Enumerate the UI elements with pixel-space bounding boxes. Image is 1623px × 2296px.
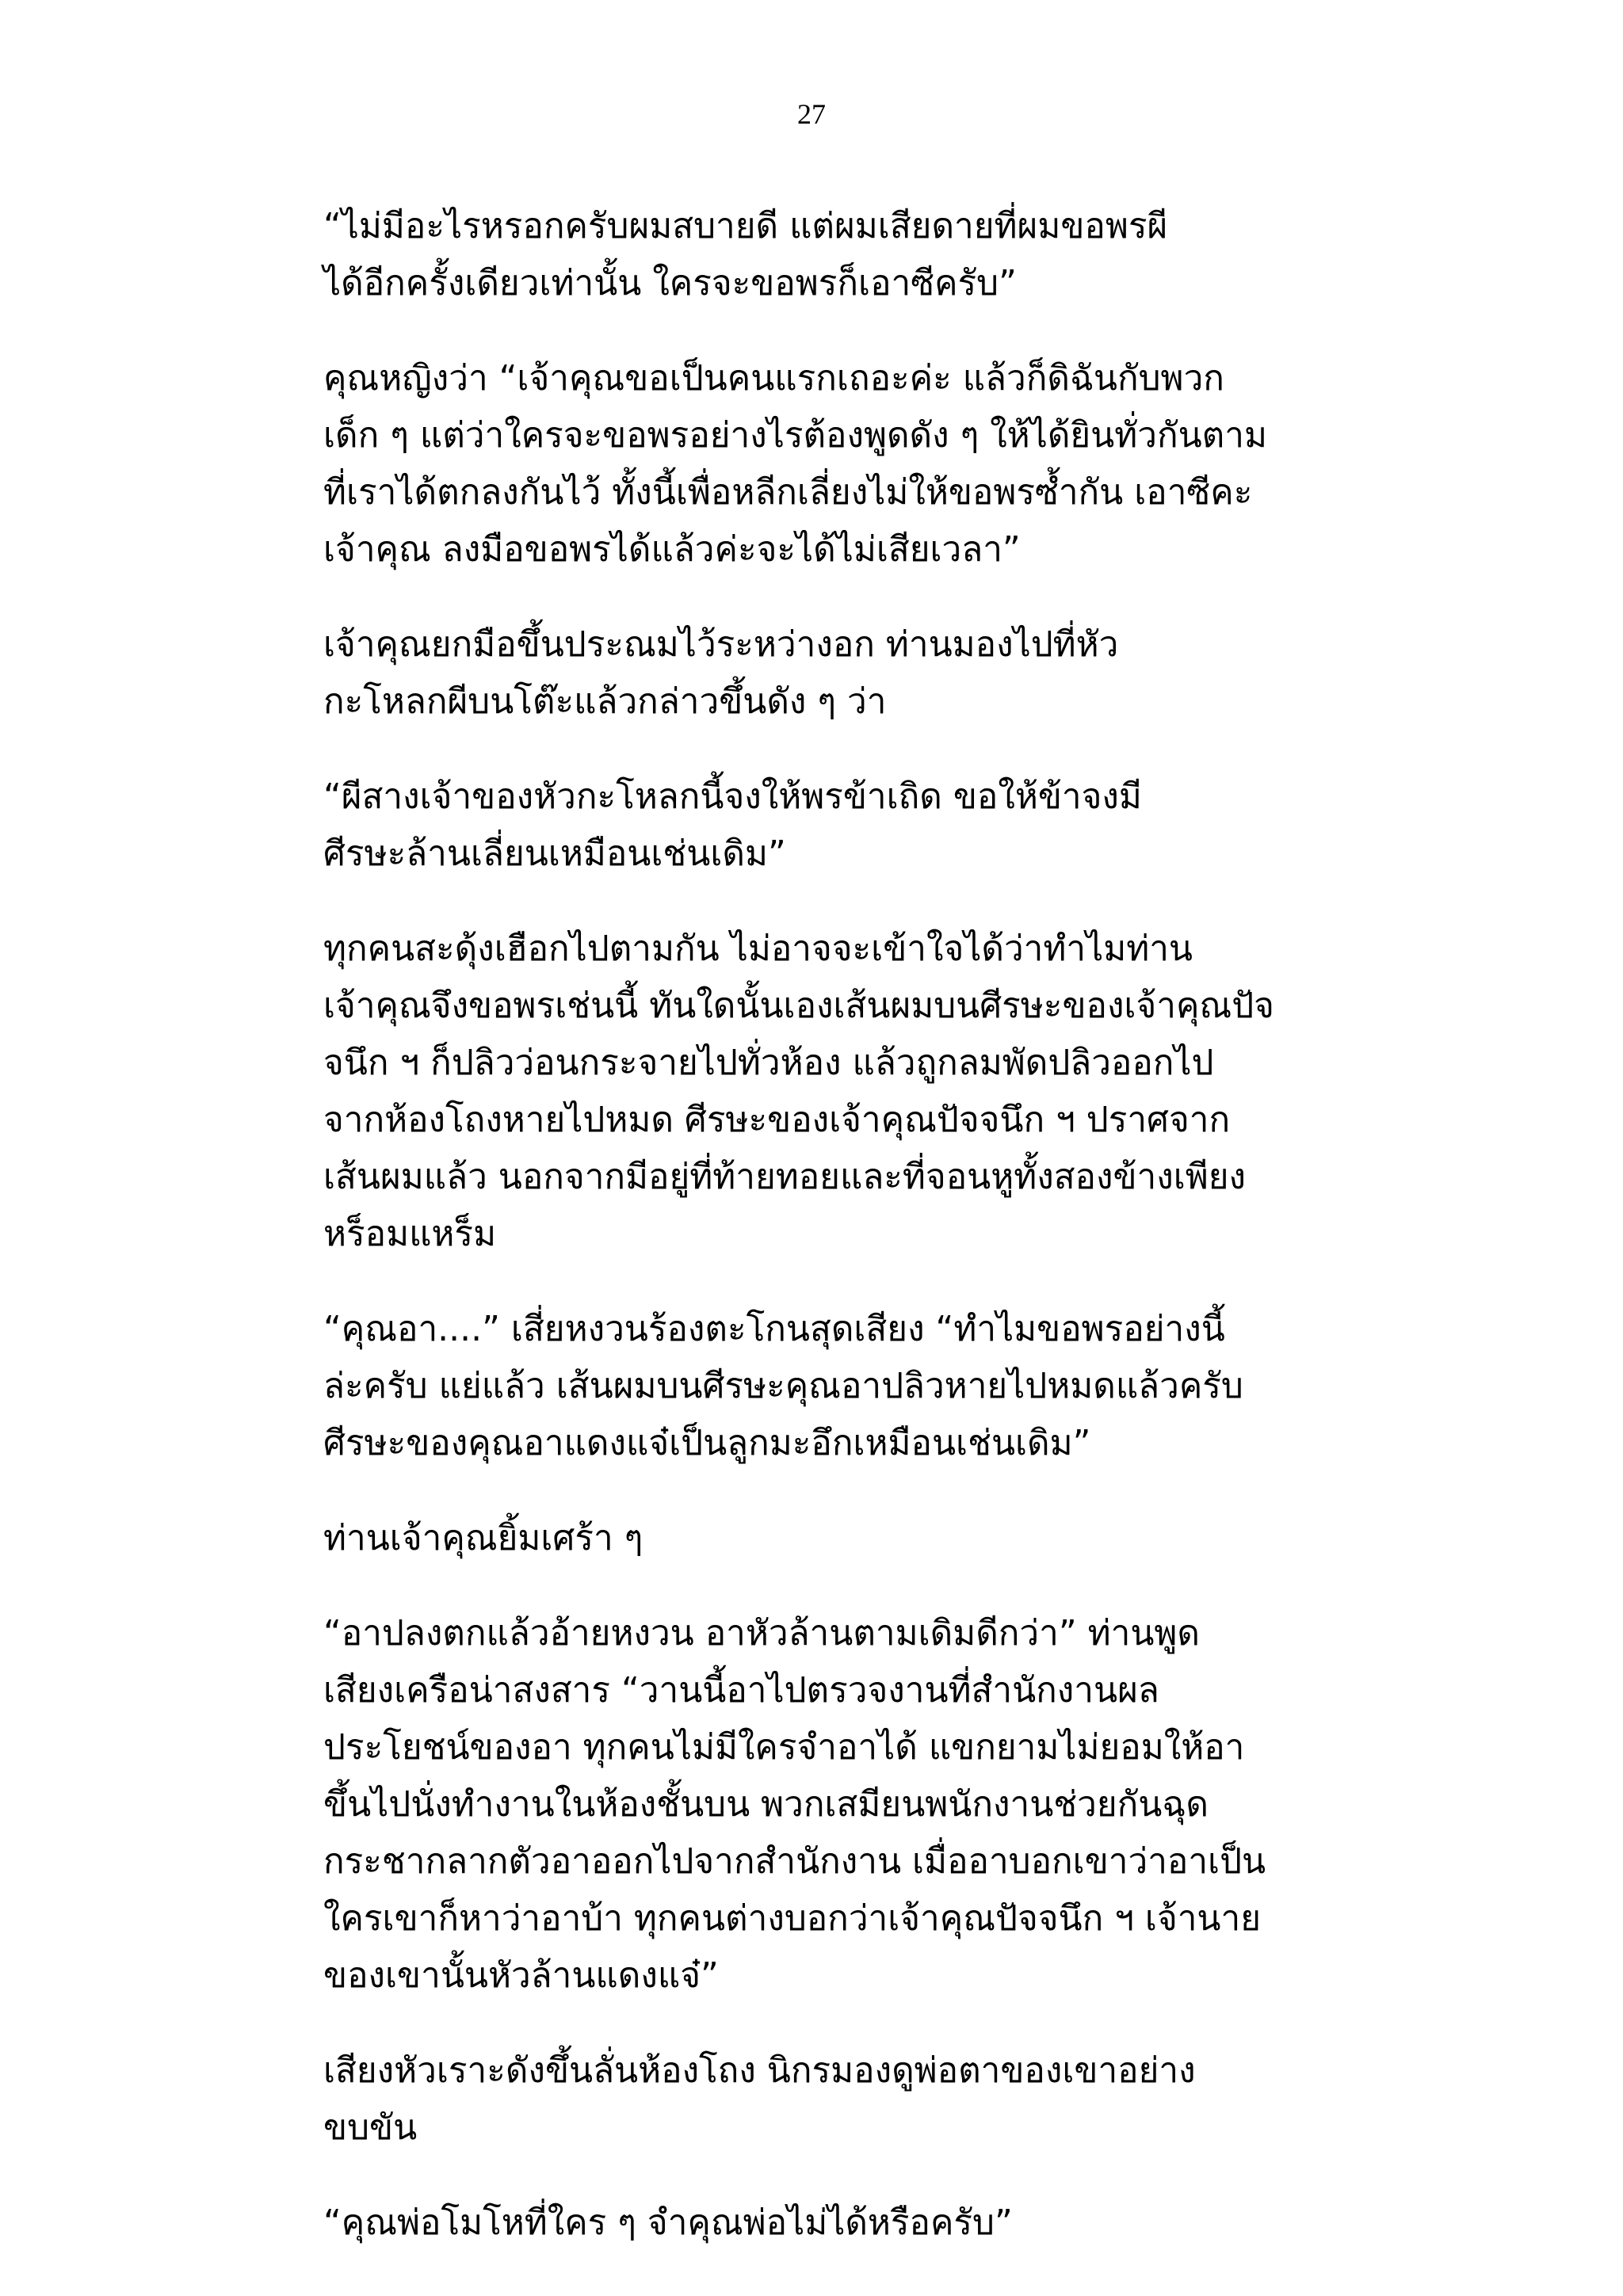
text-line: ท่านเจ้าคุณยิ้มเศร้า ๆ	[323, 1518, 643, 1558]
text-line: เจ้าคุณจึงขอพรเช่นนี้ ทันใดนั้นเองเส้นผมบนศีรษะของเจ้าคุณปัจ	[323, 986, 1274, 1026]
text-line: เส้นผมแล้ว นอกจากมีอยู่ที่ท้ายทอยและที่จอนหูทั้งสองข้างเพียง	[323, 1157, 1247, 1197]
paragraph	[247, 1301, 1388, 1472]
paragraph	[247, 769, 1388, 883]
text-line: จนึก ฯ ก็ปลิวว่อนกระจายไปทั่วห้อง แล้วถูกลมพัดปลิวออกไป	[323, 1043, 1214, 1083]
text-line: หร็อมแหร็ม	[323, 1214, 497, 1254]
text-line: ทุกคนสะดุ้งเฮือกไปตามกัน ไม่อาจจะเข้าใจได้ว่าทำไมท่าน	[323, 929, 1193, 969]
page-number: 27	[797, 98, 826, 130]
text-line: “คุณอา....” เสี่ยหงวนร้องตะโกนสุดเสียง “ทำไมขอพรอย่างนี้	[323, 1309, 1225, 1349]
paragraph	[247, 1605, 1388, 2004]
paragraph	[247, 1510, 1388, 1567]
paragraph	[247, 198, 1388, 312]
text-line: ของเขานั้นหัวล้านแดงแจ๋”	[323, 1955, 719, 1996]
body-text	[247, 198, 1388, 2290]
text-line: “อาปลงตกแล้วอ้ายหงวน อาหัวล้านตามเดิมดีกว่า” ท่านพูด	[323, 1613, 1200, 1653]
text-line: ศีรษะของคุณอาแดงแจ๋เป็นลูกมะอึกเหมือนเช่นเดิม”	[323, 1423, 1091, 1463]
text-line: จากห้องโถงหายไปหมด ศีรษะของเจ้าคุณปัจจนึก ฯ ปราศจาก	[323, 1100, 1231, 1140]
text-line: “ผีสางเจ้าของหัวกะโหลกนี้จงให้พรข้าเถิด ขอให้ข้าจงมี	[323, 776, 1142, 817]
text-line: เสียงหัวเราะดังขึ้นลั่นห้องโถง นิกรมองดูพ่อตาของเขาอย่าง	[323, 2050, 1196, 2091]
paragraph	[247, 350, 1388, 578]
text-line: กะโหลกผีบนโต๊ะแล้วกล่าวขึ้นดัง ๆ ว่า	[323, 681, 887, 722]
paragraph	[247, 616, 1388, 730]
text-line: “ไม่มีอะไรหรอกครับผมสบายดี แต่ผมเสียดายที่ผมขอพรผี	[323, 206, 1168, 246]
text-line: เสียงเครือน่าสงสาร “วานนี้อาไปตรวจงานที่สำนักงานผล	[323, 1670, 1159, 1711]
text-line: ใครเขาก็หาว่าอาบ้า ทุกคนต่างบอกว่าเจ้าคุณปัจจนึก ฯ เจ้านาย	[323, 1898, 1261, 1939]
text-line: เจ้าคุณ ลงมือขอพรได้แล้วค่ะจะได้ไม่เสียเวลา”	[323, 529, 1021, 570]
text-line: ล่ะครับ แย่แล้ว เส้นผมบนศีรษะคุณอาปลิวหายไปหมดแล้วครับ	[323, 1366, 1243, 1406]
paragraph	[247, 2195, 1388, 2252]
text-line: คุณหญิงว่า “เจ้าคุณขอเป็นคนแรกเถอะค่ะ แล้วก็ดิฉันกับพวก	[323, 358, 1224, 399]
text-line: ศีรษะล้านเลี่ยนเหมือนเช่นเดิม”	[323, 833, 786, 874]
text-line: ที่เราได้ตกลงกันไว้ ทั้งนี้เพื่อหลีกเลี่ยงไม่ให้ขอพรซ้ำกัน เอาซีคะ	[323, 472, 1253, 513]
paragraph	[247, 921, 1388, 1263]
paragraph	[247, 2042, 1388, 2157]
text-line: ขึ้นไปนั่งทำงานในห้องชั้นบน พวกเสมียนพนักงานช่วยกันฉุด	[323, 1784, 1209, 1825]
text-line: ประโยชน์ของอา ทุกคนไม่มีใครจำอาได้ แขกยามไม่ยอมให้อา	[323, 1727, 1245, 1768]
text-line: ขบขัน	[323, 2107, 418, 2148]
text-line: เด็ก ๆ แต่ว่าใครจะขอพรอย่างไรต้องพูดดัง ๆ ให้ได้ยินทั่วกันตาม	[323, 415, 1267, 456]
text-line: เจ้าคุณยกมือขึ้นประณมไว้ระหว่างอก ท่านมองไปที่หัว	[323, 624, 1119, 665]
text-line: “คุณพ่อโมโหที่ใคร ๆ จำคุณพ่อไม่ได้หรือครับ”	[323, 2203, 1013, 2243]
text-line: ได้อีกครั้งเดียวเท่านั้น ใครจะขอพรก็เอาซีครับ”	[323, 263, 1017, 303]
text-line: กระชากลากตัวอาออกไปจากสำนักงาน เมื่ออาบอกเขาว่าอาเป็น	[323, 1841, 1266, 1882]
